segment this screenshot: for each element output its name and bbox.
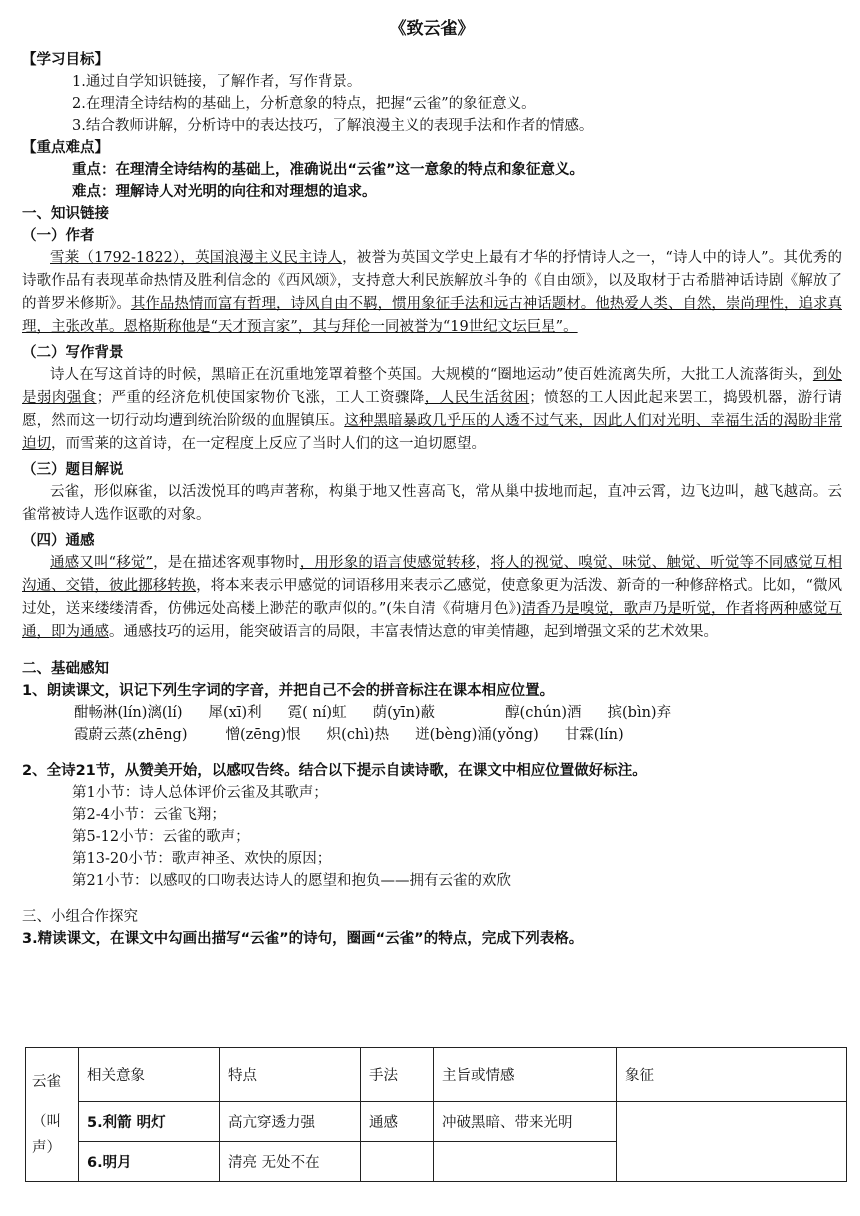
pinyin-word: 霓( ní)虹 — [287, 705, 347, 721]
author-text: ，被誉为英国文学史上最有才华的抒情诗人之一，“诗人中的诗人”。其优秀的诗歌作品有表现革命热情及胜利信念的《西风颂》，支持意大利民族解放斗争的《自由颂》，以及取材于古希腊神话诗剧《解放了的普罗米修斯》。 — [22, 250, 842, 312]
table-cell: 通感 — [361, 1102, 434, 1142]
table-cell: 高亢穿透力强 — [220, 1102, 361, 1142]
pinyin-word: 迸(bèng)涌(yǒng) — [415, 727, 539, 743]
background-underline: 这种黑暗暴政几乎压的人透不过气来，因此人们对光明、幸福生活的渴盼非常迫切 — [22, 413, 843, 452]
goals-heading: 【学习目标】 — [22, 52, 109, 68]
table-cell: 冲破黑暗、带来光明 — [434, 1102, 617, 1142]
goal-item: 1.通过自学知识链接，了解作者，写作背景。 — [72, 74, 362, 90]
pinyin-row — [22, 702, 842, 724]
difficulty-point: 难点：理解诗人对光明的向往和对理想的追求。 — [72, 184, 377, 200]
row-label-text: （叫声） — [32, 1113, 61, 1156]
stanza-note: 第5-12小节：云雀的歌声； — [72, 829, 250, 845]
document-page — [22, 8, 842, 950]
question-1: 1、朗读课文，识记下列生字词的字音，并把自己不会的拼音标注在课本相应位置。 — [22, 683, 555, 699]
synesthesia-text: ，将本来表示甲感觉的词语移用来表示乙感觉，使意象更为活泼、新奇的一种修辞格式。比如，“微风过处，送来缕缕清香，仿佛远处高楼上渺茫的歌声似的。”(朱自清《荷塘月色》) — [22, 578, 842, 617]
synesthesia-text: ，是在描述客观事物时 — [152, 555, 300, 571]
pinyin-word: 炽(chì)热 — [326, 727, 390, 743]
analysis-table — [25, 1047, 847, 1182]
key-point: 重点：在理清全诗结构的基础上，准确说出“云雀”这一意象的特点和象征意义。 — [72, 162, 585, 178]
background-text: ，而雪莱的这首诗，在一定程度上反应了当时人们的这一迫切愿望。 — [51, 436, 486, 452]
synesthesia-underline: ，用形象的语言使感觉转移 — [299, 555, 476, 571]
table-header: 主旨或情感 — [434, 1048, 617, 1102]
background-heading: （二）写作背景 — [22, 345, 124, 361]
key-heading: 【重点难点】 — [22, 140, 109, 156]
pinyin-row — [22, 724, 842, 746]
goal-item: 2.在理清全诗结构的基础上，分析意象的特点，把握“云雀”的象征意义。 — [72, 96, 536, 112]
table-cell: 清亮 无处不在 — [220, 1142, 361, 1182]
table-row — [26, 1048, 847, 1102]
pinyin-word: 霞蔚云蒸(zhēng) — [74, 727, 188, 743]
pinyin-word: 摈(bìn)弃 — [607, 705, 672, 721]
author-paragraph — [22, 247, 842, 339]
background-text: ；愤怒的工人因此起来罢工，捣毁机器，游行请愿，然而这一切行动均遭到统治阶级的血腥镇压。 — [22, 390, 843, 429]
stanza-note: 第2-4小节：云雀飞翔； — [72, 807, 226, 823]
table-cell: 5.利箭 明灯 — [79, 1102, 220, 1142]
table-header: 象征 — [617, 1048, 847, 1102]
author-underline: 雪莱（1792-1822），英国浪漫主义民主诗人 — [50, 250, 343, 266]
pinyin-word: 憎(zēng)恨 — [225, 727, 301, 743]
stanza-note: 第13-20小节：歌声神圣、欢快的原因； — [72, 851, 332, 867]
table-header: 特点 — [220, 1048, 361, 1102]
background-paragraph — [22, 364, 842, 456]
pinyin-word: 醇(chún)酒 — [505, 705, 582, 721]
synesthesia-underline: 清香乃是嗅觉，歌声乃是听觉，作者将两种感觉互通，即为通感 — [22, 601, 842, 640]
synesthesia-heading: （四）通感 — [22, 533, 95, 549]
synesthesia-paragraph — [22, 552, 842, 644]
synesthesia-text: ， — [475, 555, 491, 571]
table-row — [26, 1102, 847, 1142]
topic-paragraph: 云雀，形似麻雀，以活泼悦耳的鸣声著称，构巢于地又性喜高飞，常从巢中拔地而起，直冲云霄，边飞边叫，越飞越高。云雀常被诗人选作讴歌的对象。 — [22, 484, 842, 523]
question-3: 3.精读课文，在课文中勾画出描写“云雀”的诗句，圈画“云雀”的特点，完成下列表格。 — [22, 931, 584, 947]
table-cell — [617, 1102, 847, 1182]
goal-item: 3.结合教师讲解，分析诗中的表达技巧，了解浪漫主义的表现手法和作者的情感。 — [72, 118, 594, 134]
synesthesia-underline: 将人的视觉、嗅觉、味觉、触觉、听觉等不同感觉互相沟通、交错，彼此挪移转换 — [22, 555, 843, 594]
background-underline: 到处是弱肉强食 — [22, 367, 843, 406]
stanza-note: 第21小节：以感叹的口吻表达诗人的愿望和抱负——拥有云雀的欢欣 — [72, 873, 511, 889]
pinyin-word: 荫(yīn)蔽 — [372, 705, 436, 721]
section3-heading: 三、小组合作探究 — [22, 909, 138, 925]
stanza-note: 第1小节：诗人总体评价云雀及其歌声； — [72, 785, 328, 801]
pinyin-word: 酣畅淋(lín)漓(lí) — [74, 705, 183, 721]
document-title: 《致云雀》 — [389, 19, 475, 39]
author-heading: （一）作者 — [22, 228, 95, 244]
table-cell — [361, 1142, 434, 1182]
table-header: 手法 — [361, 1048, 434, 1102]
topic-heading: （三）题目解说 — [22, 462, 124, 478]
table-row-label — [26, 1048, 79, 1182]
author-underline-2: 其作品热情而富有哲理，诗风自由不羁，惯用象征手法和远古神话题材。他热爱人类、自然，崇尚理性，追求真理，主张改革。恩格斯称他是“天才预言家”，其与拜伦一同被誉为“19世纪文坛巨星”。 — [22, 296, 842, 335]
row-label-text: 云雀 — [32, 1073, 61, 1090]
table-cell — [434, 1142, 617, 1182]
section1-heading: 一、知识链接 — [22, 206, 109, 222]
table-cell: 6.明月 — [79, 1142, 220, 1182]
background-text: ；严重的经济危机使国家物价飞涨，工人工资骤降 — [96, 390, 425, 406]
synesthesia-text: 。通感技巧的运用，能突破语言的局限，丰富表情达意的审美情趣，起到增强文采的艺术效果。 — [109, 624, 718, 640]
question-2: 2、全诗21节，从赞美开始，以感叹告终。结合以下提示自读诗歌，在课文中相应位置做好标注。 — [22, 763, 647, 779]
synesthesia-underline: 通感又叫“移觉” — [50, 555, 153, 571]
section2-heading: 二、基础感知 — [22, 661, 109, 677]
background-text: 诗人在写这首诗的时候，黑暗正在沉重地笼罩着整个英国。大规模的“圈地运动”使百姓流离失所，大批工人流落街头， — [50, 367, 813, 383]
pinyin-word: 犀(xī)利 — [208, 705, 262, 721]
pinyin-word: 甘霖(lín) — [564, 727, 624, 743]
background-underline: ，人民生活贫困 — [424, 390, 530, 406]
table-header: 相关意象 — [79, 1048, 220, 1102]
